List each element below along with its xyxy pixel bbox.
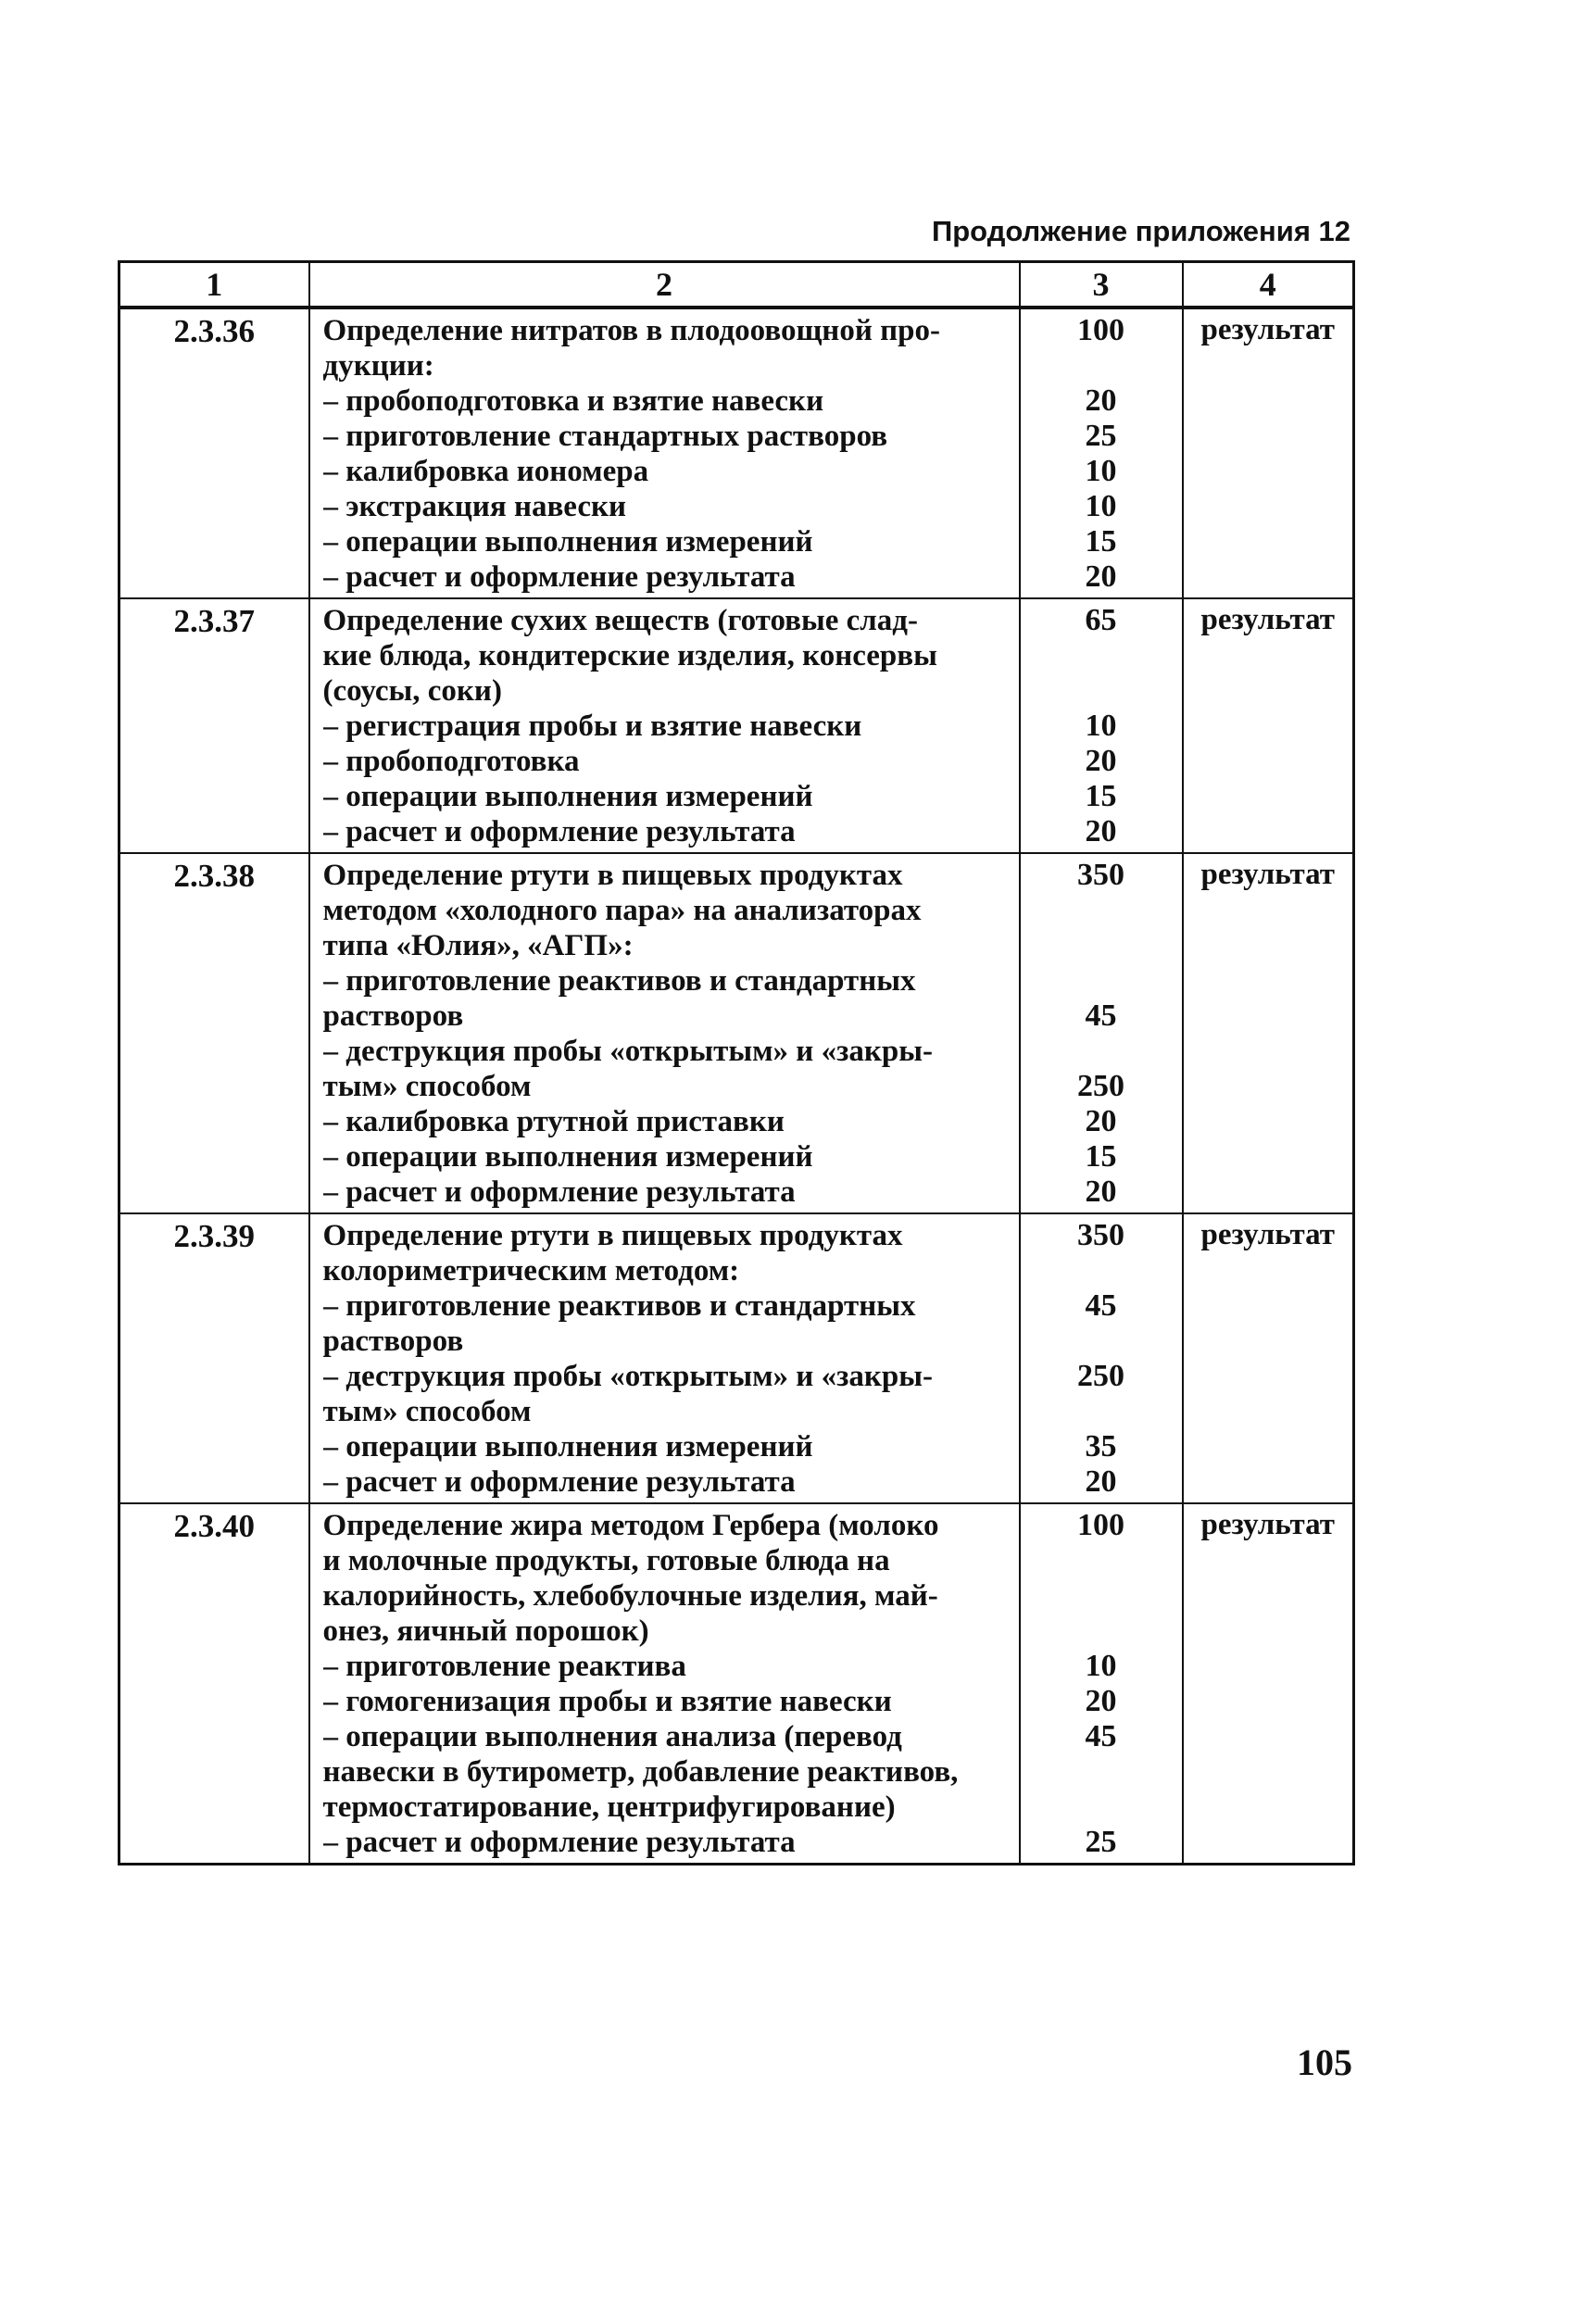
value-cell: [1021, 673, 1182, 709]
page-number: 105: [1297, 2041, 1352, 2083]
description-line: – пробоподготовка: [322, 745, 580, 778]
value-cell: 10: [1085, 489, 1117, 523]
description-line: методом «холодного пара» на анализаторах: [322, 894, 922, 927]
value-cell: 15: [1085, 779, 1117, 813]
description-line: Определение жира методом Гербера (молоко: [322, 1509, 939, 1542]
row-result: результат: [1183, 853, 1354, 1213]
description-line: – расчет и оформление результата: [322, 1175, 796, 1209]
description-line: Определение сухих веществ (готовые слад-: [322, 604, 918, 637]
description-line: – деструкция пробы «открытым» и «закры-: [322, 1360, 933, 1393]
value-cell: [1021, 1543, 1182, 1578]
row-result: результат: [1183, 598, 1354, 853]
value-cell: 20: [1085, 383, 1117, 418]
row-number: 2.3.40: [119, 1503, 309, 1865]
description-line: – калибровка иономера: [322, 455, 649, 488]
description-line: – пробоподготовка и взятие навески: [322, 384, 824, 418]
value-cell: 15: [1085, 524, 1117, 559]
value-cell: [1021, 1578, 1182, 1614]
value-cell: [1021, 348, 1182, 383]
row-description: [309, 598, 1020, 853]
value-cell: [1021, 1034, 1182, 1069]
value-cell: 20: [1085, 1175, 1117, 1209]
description-line: – деструкция пробы «открытым» и «закры-: [322, 1035, 933, 1068]
value-cell: [1021, 638, 1182, 673]
row-values: [1020, 308, 1183, 598]
value-cell: 25: [1085, 419, 1117, 453]
value-cell: [1021, 1253, 1182, 1288]
value-cell: 10: [1085, 709, 1117, 743]
table-row: [119, 853, 1354, 1213]
description-line: калорийность, хлебобулочные изделия, май-: [322, 1579, 938, 1613]
table-row: [119, 1503, 1354, 1865]
table-row: [119, 308, 1354, 598]
description-line: – расчет и оформление результата: [322, 560, 796, 594]
description-line: – приготовление стандартных растворов: [322, 420, 888, 453]
table-row: [119, 598, 1354, 853]
value-cell: 350: [1077, 1218, 1124, 1252]
description-line: – расчет и оформление результата: [322, 1826, 796, 1859]
value-cell: [1021, 1394, 1182, 1429]
appendix-table: [118, 260, 1355, 1865]
value-cell: [1021, 1754, 1182, 1790]
value-cell: 20: [1085, 1464, 1117, 1499]
value-cell: 65: [1085, 603, 1117, 637]
description-line: термостатирование, центрифугирование): [322, 1790, 896, 1824]
description-line: – приготовление реактива: [322, 1650, 686, 1683]
description-line: навески в бутирометр, добавление реактивов,: [322, 1755, 959, 1789]
value-cell: 100: [1077, 313, 1124, 347]
continuation-caption: Продолжение приложения 12: [931, 215, 1350, 247]
value-cell: 250: [1077, 1069, 1124, 1103]
description-line: – приготовление реактивов и стандартных: [322, 964, 916, 998]
row-description: [309, 1503, 1020, 1865]
value-cell: 350: [1077, 858, 1124, 892]
description-line: Определение нитратов в плодоовощной про-: [322, 314, 940, 347]
description-line: – операции выполнения измерений: [322, 1140, 813, 1174]
description-line: онез, яичный порошок): [322, 1614, 649, 1648]
value-cell: 25: [1085, 1825, 1117, 1859]
description-line: тым» способом: [322, 1395, 532, 1428]
description-line: типа «Юлия», «АГП»:: [322, 929, 634, 962]
value-cell: [1021, 893, 1182, 928]
value-cell: 45: [1085, 1719, 1117, 1753]
description-line: растворов: [322, 999, 464, 1033]
description-line: – операции выполнения анализа (перевод: [322, 1720, 902, 1753]
description-line: – расчет и оформление результата: [322, 815, 796, 848]
value-cell: 10: [1085, 1649, 1117, 1683]
column-header-4: 4: [1183, 262, 1354, 308]
description-line: тым» способом: [322, 1070, 532, 1103]
value-cell: 20: [1085, 744, 1117, 778]
description-line: – регистрация пробы и взятие навески: [322, 710, 862, 743]
row-result: результат: [1183, 1213, 1354, 1503]
value-cell: [1021, 963, 1182, 999]
row-values: [1020, 853, 1183, 1213]
description-line: растворов: [322, 1325, 464, 1358]
table-row: [119, 1213, 1354, 1503]
description-line: (соусы, соки): [322, 674, 502, 708]
description-line: – операции выполнения измерений: [322, 780, 813, 813]
row-result: результат: [1183, 308, 1354, 598]
value-cell: 100: [1077, 1508, 1124, 1542]
value-cell: 20: [1085, 814, 1117, 848]
row-values: [1020, 1213, 1183, 1503]
description-line: – операции выполнения измерений: [322, 1430, 813, 1463]
description-line: – приготовление реактивов и стандартных: [322, 1289, 916, 1323]
description-line: – расчет и оформление результата: [322, 1465, 796, 1499]
description-line: – операции выполнения измерений: [322, 525, 813, 559]
value-cell: [1021, 1790, 1182, 1825]
value-cell: [1021, 1324, 1182, 1359]
row-description: [309, 1213, 1020, 1503]
table-body: [119, 308, 1354, 1865]
description-line: – калибровка ртутной приставки: [322, 1105, 785, 1138]
value-cell: 15: [1085, 1139, 1117, 1174]
value-cell: 35: [1085, 1429, 1117, 1463]
value-cell: 20: [1085, 559, 1117, 594]
description-line: Определение ртути в пищевых продуктах: [322, 1219, 903, 1252]
description-line: – экстракция навески: [322, 490, 627, 523]
description-line: и молочные продукты, готовые блюда на: [322, 1544, 890, 1577]
description-line: колориметрическим методом:: [322, 1254, 740, 1288]
value-cell: 45: [1085, 1288, 1117, 1323]
value-cell: 20: [1085, 1684, 1117, 1718]
column-header-3: 3: [1020, 262, 1183, 308]
value-cell: 250: [1077, 1359, 1124, 1393]
table-header-row: [119, 262, 1354, 308]
value-cell: 10: [1085, 454, 1117, 488]
row-number: 2.3.36: [119, 308, 309, 598]
row-number: 2.3.38: [119, 853, 309, 1213]
row-values: [1020, 1503, 1183, 1865]
value-cell: 20: [1085, 1104, 1117, 1138]
row-values: [1020, 598, 1183, 853]
column-header-2: 2: [309, 262, 1020, 308]
row-description: [309, 853, 1020, 1213]
value-cell: [1021, 928, 1182, 963]
description-line: дукции:: [322, 349, 434, 383]
row-description: [309, 308, 1020, 598]
row-result: результат: [1183, 1503, 1354, 1865]
column-header-1: 1: [119, 262, 309, 308]
row-number: 2.3.37: [119, 598, 309, 853]
description-line: – гомогенизация пробы и взятие навески: [322, 1685, 892, 1718]
value-cell: [1021, 1614, 1182, 1649]
description-line: кие блюда, кондитерские изделия, консервы: [322, 639, 937, 672]
value-cell: 45: [1085, 999, 1117, 1033]
row-number: 2.3.39: [119, 1213, 309, 1503]
description-line: Определение ртути в пищевых продуктах: [322, 859, 903, 892]
